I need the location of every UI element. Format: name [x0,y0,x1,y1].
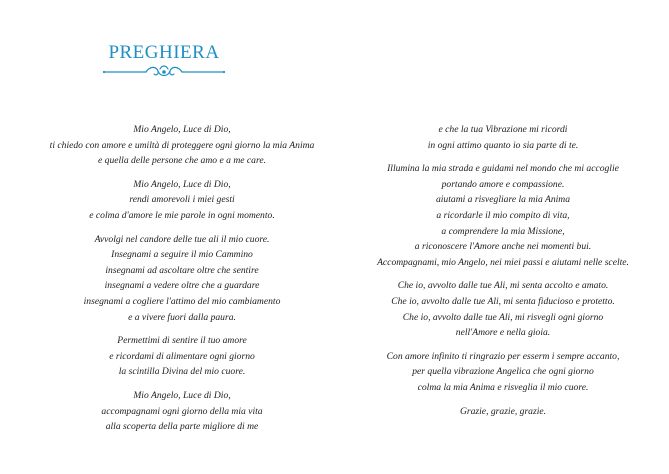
verse-line: rendi amorevoli i miei gesti [129,194,235,206]
stanza [338,349,668,396]
verse-line: Insegnami a seguire il mio Cammino [111,249,253,261]
ornament-flourish-icon [102,65,226,79]
verse-line: Grazie, grazie, grazie. [459,405,547,417]
stanza [17,232,347,326]
verse-line: insegnami ad ascoltare oltre che sentire [105,264,259,276]
verse-line: Che io, avvolto dalle tue Ali, mi senta accolto e amato. [397,280,609,292]
verse-line: Che io, avvolto dalle tue Ali, mi senta fiducioso e protetto. [391,295,615,307]
verse-line: Con amore infinito ti ringrazio per esserm i sempre accanto, [386,350,620,362]
page-title: PREGHIERA [108,42,220,63]
prayer-left-column [17,122,347,443]
verse-line: Mio Angelo, Luce di Dio, [133,178,231,190]
verse-line: nell'Amore e nella gioia. [455,327,551,339]
verse-line: a riconoscere l'Amore anche nei momenti bui. [414,241,592,253]
stanza [338,161,668,270]
verse-line: accompagnami ogni giorno della mia vita [101,405,263,417]
stanza [17,122,347,169]
verse-line: e quella delle persone che amo e a me care. [97,155,266,167]
verse-line: Che io, avvolto dalle tue Ali, mi risvegli ogni giorno [402,311,604,323]
verse-line: insegnami a cogliere l'attimo del mio cambiamento [83,295,281,307]
verse-line: Mio Angelo, Luce di Dio, [133,124,231,135]
stanza [17,333,347,380]
verse-line: e che la tua Vibrazione mi ricordi [438,124,568,135]
verse-line: Permettimi di sentire il tuo amore [117,335,247,347]
verse-line: aiutami a risvegliare la mia Anima [435,194,571,206]
verse-line: la scintilla Divina del mio cuore. [118,366,246,378]
verse-line: insegnami a vedere oltre che a guardare [104,280,260,292]
verse-line: e ricordami di alimentare ogni giorno [109,350,255,362]
verse-line: e colma d'amore le mie parole in ogni momento. [89,209,275,221]
verse-line: ti chiedo con amore e umiltà di proteggere ogni giorno la mia Anima [49,139,315,151]
verse-line: per quella vibrazione Angelica che ogni giorno [412,366,594,378]
verse-line: portando amore e compassione. [441,178,565,190]
stanza [338,122,668,153]
verse-line: e a vivere fuori dalla paura. [128,311,236,323]
verse-line: in ogni attimo quanto io sia parte di te. [427,139,579,151]
verse-line: Illumina la mia strada e guidami nel mondo che mi accoglie [387,163,619,175]
verse-line: colma la mia Anima e risveglia il mio cuore. [417,381,589,393]
verse-line: Accompagnami, mio Angelo, nei miei passi e aiutami nelle scelte. [377,256,629,268]
stanza [17,177,347,224]
verse-line: Mio Angelo, Luce di Dio, [133,389,231,401]
stanza [17,388,347,435]
verse-line: alla scoperta della parte migliore di me [105,421,259,433]
stanza [338,404,668,420]
prayer-right-column [338,122,668,427]
verse-line: Avvolgi nel candore delle tue ali il mio cuore. [94,233,270,245]
stanza [338,278,668,340]
verse-line: a ricordarle il mio compito di vita, [436,209,570,221]
verse-line: a comprendere la mia Missione, [441,225,565,237]
